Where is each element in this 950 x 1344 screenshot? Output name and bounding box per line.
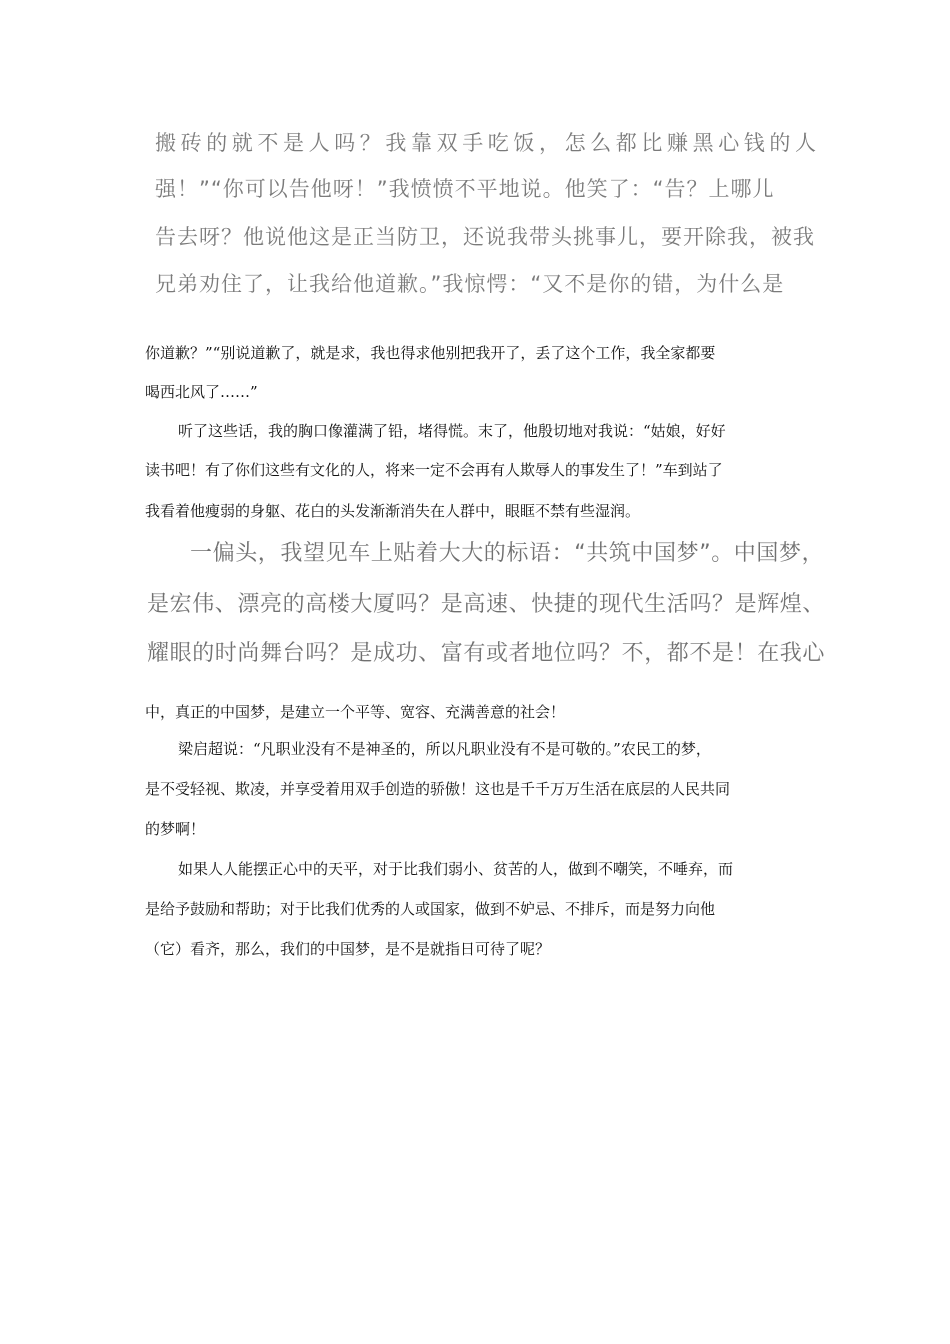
image-text-line: 耀眼的时尚舞台吗？是成功、富有或者地位吗？不，都不是！在我心: [147, 641, 826, 666]
paragraph-line: 如果人人能摆正心中的天平，对于比我们弱小、贫苦的人，做到不嘲笑，不唾弃，而: [178, 860, 734, 878]
paragraph-line: （它）看齐，那么，我们的中国梦，是不是就指日可待了呢？: [145, 940, 551, 958]
paragraph-line: 的梦啊！: [145, 820, 206, 838]
paragraph-line: 是不受轻视、欺凌，并享受着用双手创造的骄傲！这也是千千万万生活在底层的人民共同: [145, 780, 731, 798]
image-text-line: 是宏伟、漂亮的高楼大厦吗？是高速、快捷的现代生活吗？是辉煌、: [147, 592, 826, 617]
image-text-line: 搬砖的就不是人吗？我靠双手吃饭，怎么都比赚黑心钱的人: [155, 131, 821, 155]
paragraph-line: 喝西北风了……”: [145, 383, 258, 401]
paragraph-line: 我看着他瘦弱的身躯、花白的头发渐渐消失在人群中，眼眶不禁有些湿润。: [145, 502, 641, 520]
paragraph-line: 你道歉？”“别说道歉了，就是求，我也得求他别把我开了，丢了这个工作，我全家都要: [145, 344, 716, 362]
paragraph-line: 梁启超说：“凡职业没有不是神圣的，所以凡职业没有不是可敬的。”农民工的梦，: [178, 740, 711, 758]
image-text-line: 兄弟劝住了，让我给他道歉。”我惊愕：“又不是你的错，为什么是: [155, 272, 785, 296]
paragraph-line: 中，真正的中国梦，是建立一个平等、宽容、充满善意的社会！: [145, 703, 566, 721]
paragraph-line: 读书吧！有了你们这些有文化的人，将来一定不会再有人欺辱人的事发生了！”车到站了: [145, 461, 723, 479]
image-text-line: 一偏头，我望见车上贴着大大的标语：“共筑中国梦”。中国梦，: [190, 541, 825, 566]
image-text-line: 强！”“你可以告他呀！”我愤愤不平地说。他笑了：“告？上哪儿: [155, 177, 775, 201]
paragraph-line: 听了这些话，我的胸口像灌满了铅，堵得慌。末了，他殷切地对我说：“姑娘，好好: [178, 422, 726, 440]
paragraph-line: 是给予鼓励和帮助；对于比我们优秀的人或国家，做到不妒忌、不排斥，而是努力向他: [145, 900, 716, 918]
image-text-line: 告去呀？他说他这是正当防卫，还说我带头挑事儿，要开除我，被我: [155, 225, 815, 249]
